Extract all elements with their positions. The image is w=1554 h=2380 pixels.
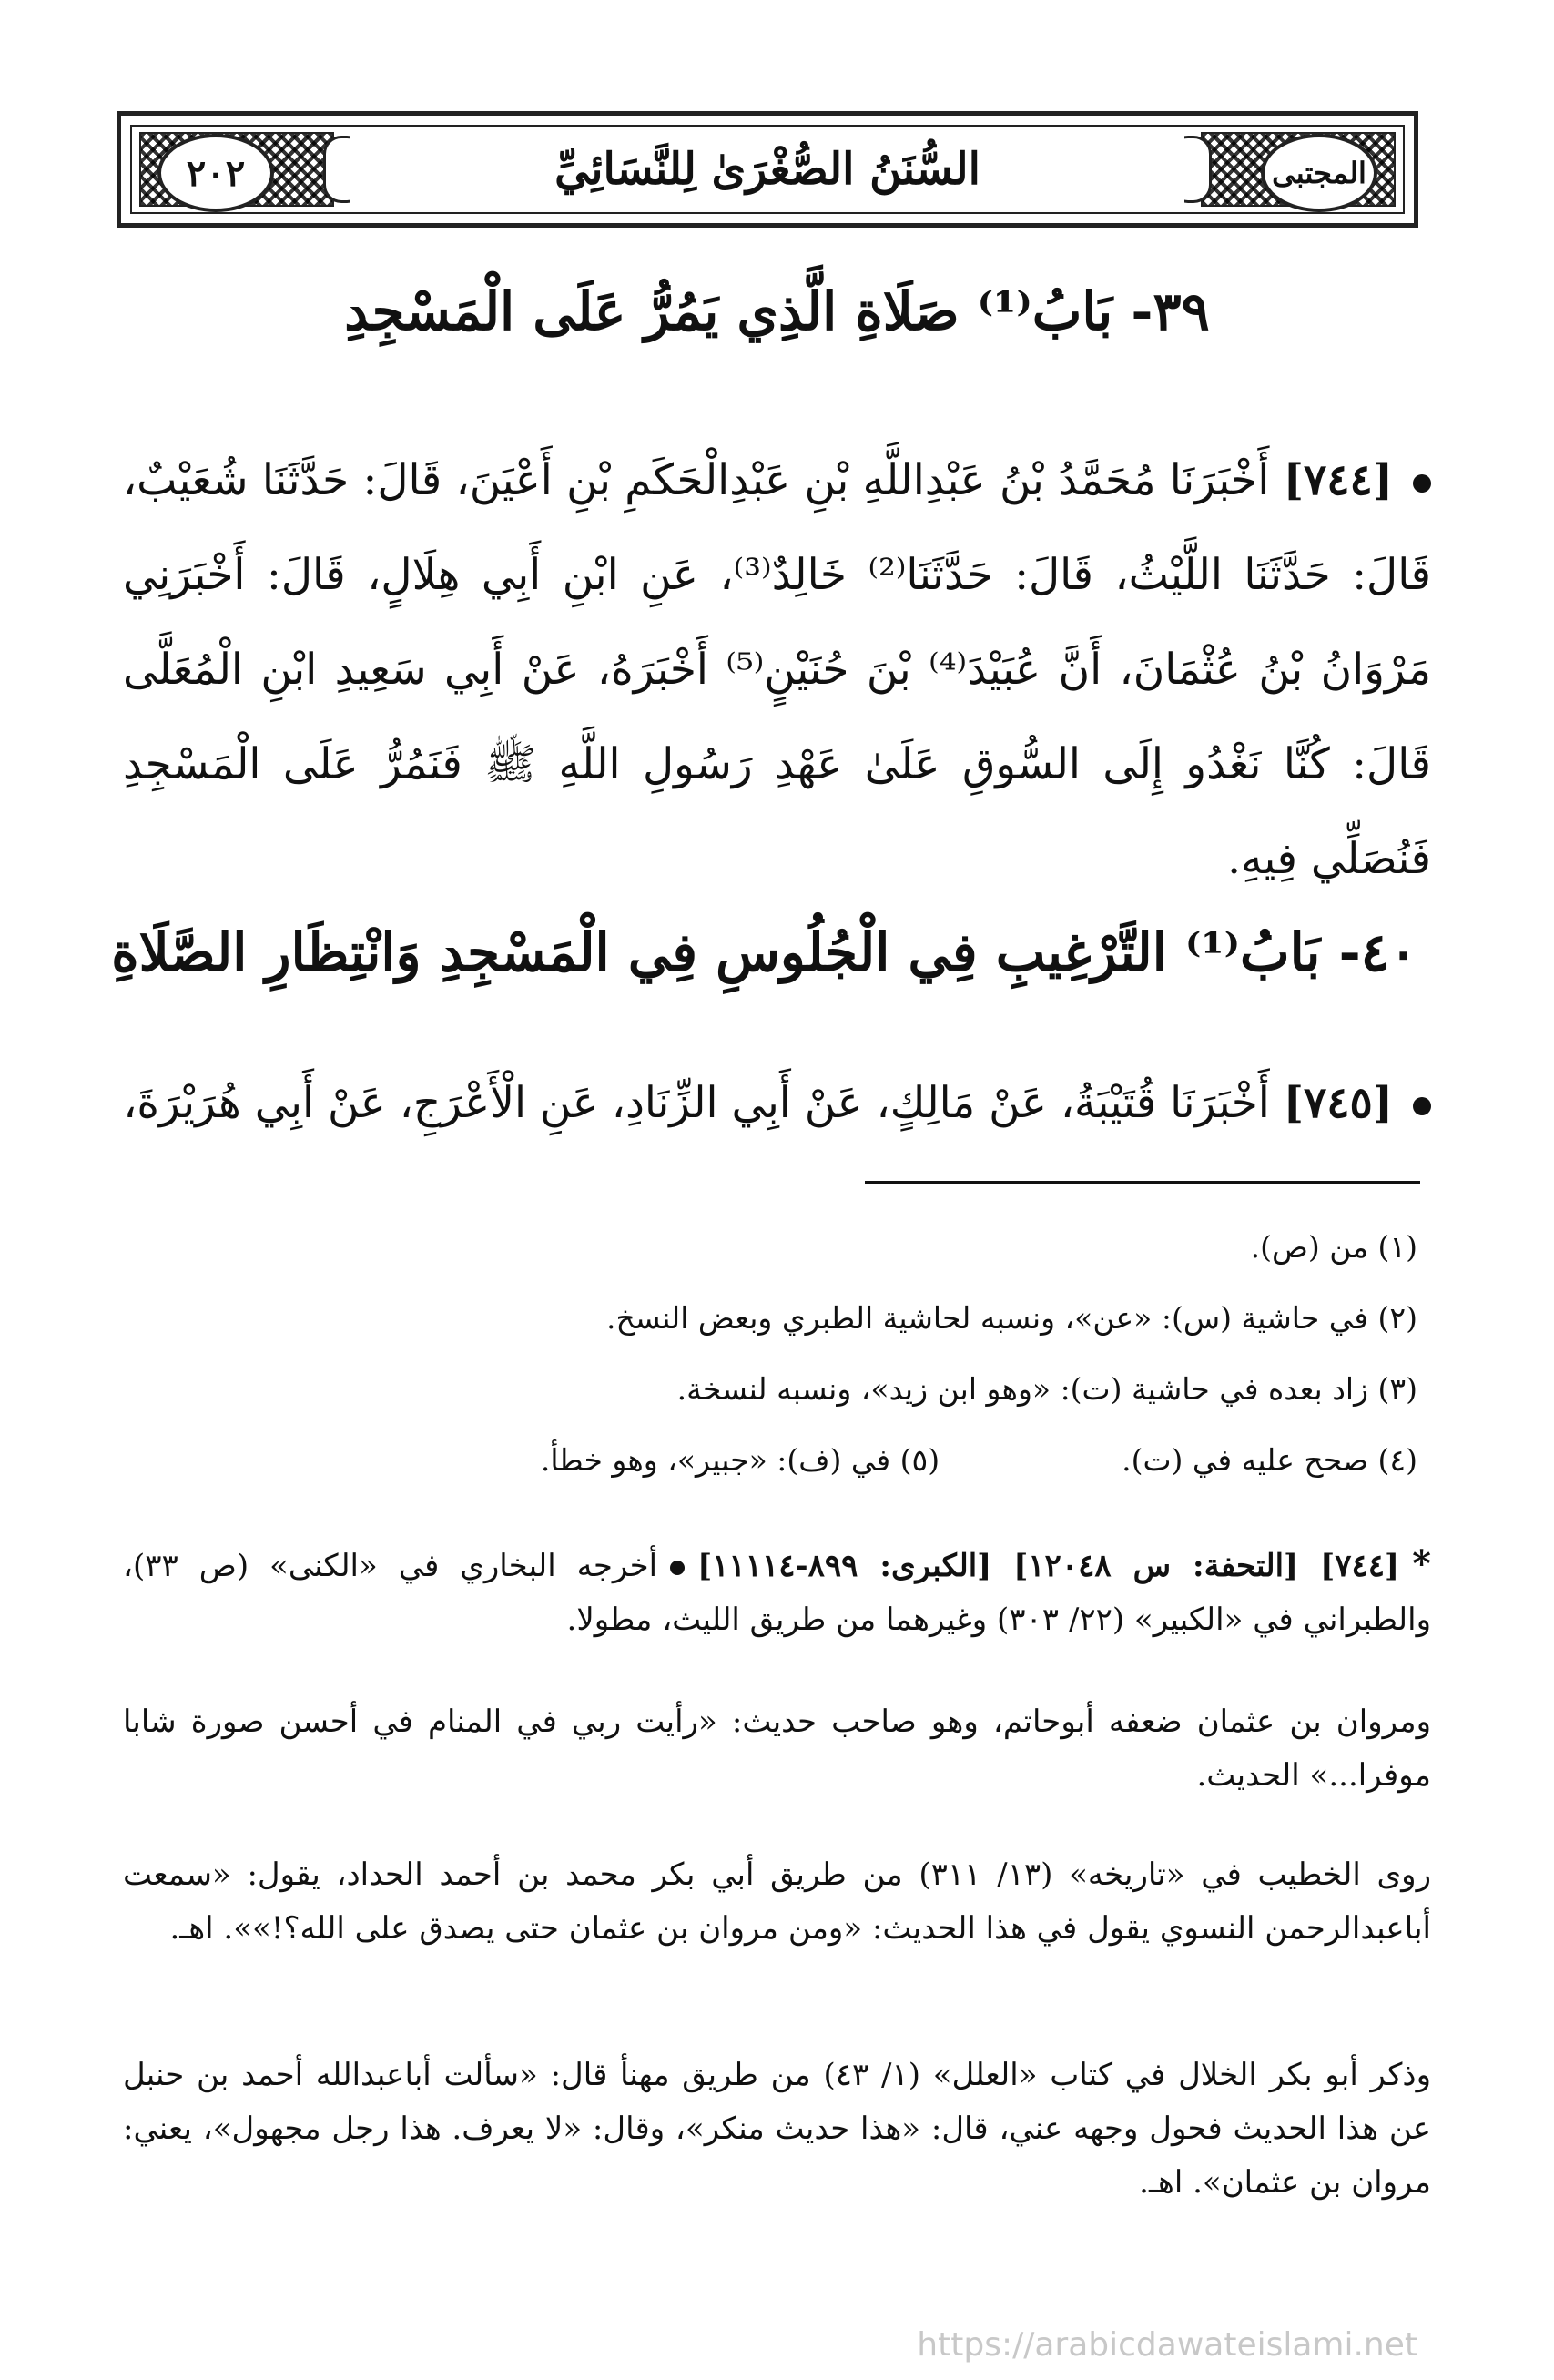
chapter-heading-39: ٣٩- بَابُ⁽¹⁾ صَلَاةِ الَّذِي يَمُرُّ عَلَى الْمَسْجِدِ [344, 280, 1210, 342]
footnote-divider [865, 1181, 1420, 1184]
page-header [117, 111, 1418, 228]
book-logo: المجتبى [1261, 134, 1377, 212]
footnote-2: (٢) في حاشية (س): «عن»، ونسبه لحاشية الطبري وبعض النسخ. [605, 1300, 1417, 1336]
bullet-icon [1413, 1097, 1431, 1115]
hadith-text: أَخْبَرَنَا مُحَمَّدُ بْنُ عَبْدِاللَّهِ بْنِ عَبْدِالْحَكَمِ بْنِ أَعْيَنَ، قَالَ: حَدَّثَنَا شُعَيْبٌ، قَالَ: حَدَّثَنَا اللَّيْثُ، قَالَ: حَدَّثَنَا⁽²⁾ خَالِدٌ⁽³⁾، عَنِ ابْنِ أَبِي هِلَالٍ، قَالَ: أَخْبَرَنِي مَرْوَانُ بْنُ عُثْمَانَ، أَنَّ عُبَيْدَ⁽⁴⁾ بْنَ حُنَيْنٍ⁽⁵⁾ أَخْبَرَهُ، عَنْ أَبِي سَعِيدِ ابْنِ الْمُعَلَّى قَالَ: كُنَّا نَغْدُو إِلَى السُّوقِ عَلَىٰ عَهْدِ رَسُولِ اللَّهِ ﷺ فَنَمُرُّ عَلَى الْمَسْجِدِ فَنُصَلِّي فِيهِ. [123, 455, 1431, 884]
chapter-heading-40: ٤٠- بَابُ⁽¹⁾ التَّرْغِيبِ فِي الْجُلُوسِ فِي الْمَسْجِدِ وَانْتِظَارِ الصَّلَاةِ [111, 921, 1417, 983]
bullet-icon [1413, 474, 1431, 493]
header-frame [130, 125, 1405, 214]
hadith-745 [123, 1056, 1431, 1151]
hadith-number: [٧٤٤] [1283, 455, 1393, 505]
bullet-icon [670, 1561, 685, 1575]
takhrij-paragraph-1 [123, 1537, 1431, 1647]
book-title: السُّنَنُ الصُّغْرَىٰ لِلنَّسَائِيِّ [350, 130, 1184, 209]
takhrij-paragraph-2: ومروان بن عثمان ضعفه أبوحاتم، وهو صاحب حديث: «رأيت ربي في المنام في أحسن صورة شابا موفرا...» الحديث. [123, 1704, 1432, 1794]
hadith-744 [123, 433, 1431, 907]
footnote-1: (١) من (ص). [1250, 1229, 1417, 1265]
hadith-text: أَخْبَرَنَا قُتَيْبَةُ، عَنْ مَالِكٍ، عَنْ أَبِي الزِّنَادِ، عَنِ الْأَعْرَجِ، عَنْ أَبِي هُرَيْرَةَ، [123, 1078, 1270, 1128]
asterisk-marker: * [1412, 1542, 1431, 1585]
footnote-5: (٥) في (ف): «جبير»، وهو خطأ. [540, 1442, 940, 1478]
footnote-4: (٤) صحح عليه في (ت). [1122, 1442, 1417, 1478]
takhrij-paragraph-4: وذكر أبو بكر الخلال في كتاب «العلل» (١/ ٤٣) من طريق مهنأ قال: «سألت أباعبدالله أحمد بن حنبل عن هذا الحديث فحول وجهه عني، قال: «هذا حديث منكر»، وقال: «لا يعرف. هذا رجل مجهول»، يعني: مروان بن عثمان». اهـ. [123, 2057, 1431, 2201]
takhrij-text: أخرجه البخاري في «الكنى» (ص ٣٣)، والطبراني في «الكبير» (٢٢/ ٣٠٣) وغيرهما من طريق الليث، مطولا. [123, 1548, 1431, 1638]
footnote-4-5 [541, 1442, 1417, 1478]
takhrij-reference: [٧٤٤] [التحفة: س ١٢٠٤٨] [الكبرى: ٨٩٩-١١١١٤] [697, 1548, 1400, 1584]
hadith-number: [٧٤٥] [1283, 1078, 1393, 1128]
footnote-3: (٣) زاد بعده في حاشية (ت): «وهو ابن زيد»، ونسبه لنسخة. [676, 1371, 1417, 1407]
takhrij-paragraph-3: روى الخطيب في «تاريخه» (١٣/ ٣١١) من طريق أبي بكر محمد بن أحمد الحداد، يقول: «سمعت أباعبدالرحمن النسوي يقول في هذا الحديث: «ومن مروان بن عثمان حتى يصدق على الله؟!»». اهـ. [123, 1856, 1432, 1947]
page-number: ٢٠٢ [157, 134, 274, 212]
watermark-url: https://arabicdawateislami.net [917, 2326, 1417, 2364]
